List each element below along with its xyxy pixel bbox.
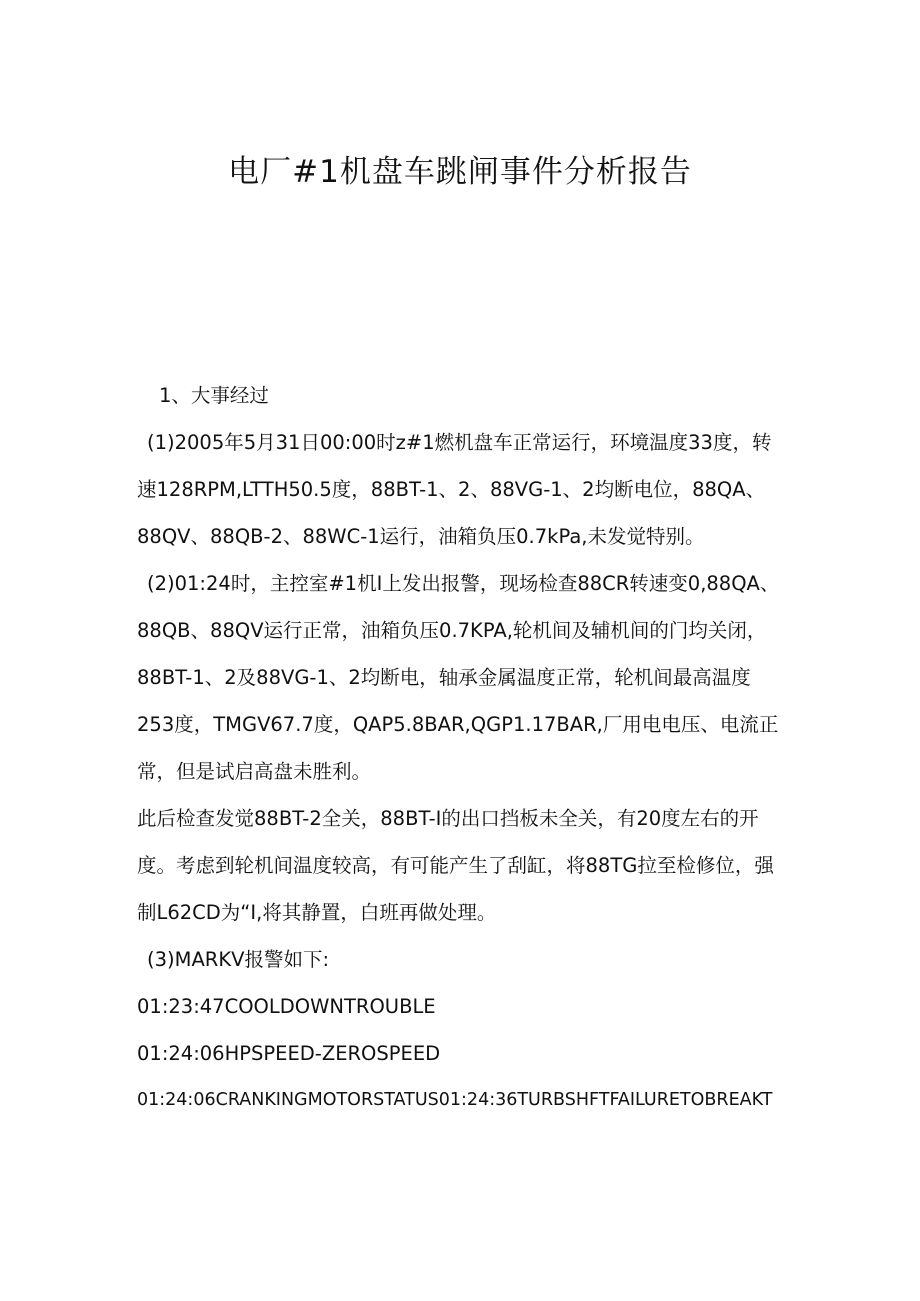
paragraph-3: 此后检查发觉88BT-2全关，88BT-I的出口挡板未全关，有20度左右的开度。考虑到轮机间温度较高，有可能产生了刮缸，将88TG拉至检修位，强制L62CD为“I,将其静置，白班再做处理。 <box>137 807 774 924</box>
document-title: 电厂#1机盘车跳闸事件分析报告 <box>228 154 692 190</box>
alarm-log-entry-2: 01:24:06HPSPEED-ZEROSPEED <box>137 1042 441 1065</box>
alarm-log-entry-3: 01:24:06CRANKINGMOTORSTATUS01:24:36TURBSHFTFAILURETOBREAKT <box>137 1090 773 1110</box>
paragraph-2: (2)01:24时，主控室#1机I上发出报警，现场检查88CR转速变0,88QA、88QB、88QV运行正常，油箱负压0.7KPA,轮机间及辅机间的门均关闭，88BT-1、2及88VG-1、2均断电，轴承金属温度正常，轮机间最高温度253度，TMGV67.7度，QAP5.8BAR,QGP1.17BAR,厂用电电压、电流正常，但是试启高盘未胜利。 <box>137 572 780 783</box>
section-heading: 1、大事经过 <box>159 384 269 407</box>
paragraph-1: (1)2005年5月31日00:00时z#1燃机盘车正常运行，环境温度33度，转速128RPM,LTTH50.5度，88BT-1、2、88VG-1、2均断电位，88QA、88QV、88QB-2、88WC-1运行，油箱负压0.7kPa,未发觉特别。 <box>137 431 772 548</box>
paragraph-4: (3)MARKV报警如下: <box>147 948 330 971</box>
document-body <box>137 372 785 1124</box>
alarm-log-entry-1: 01:23:47COOLDOWNTROUBLE <box>137 995 436 1018</box>
